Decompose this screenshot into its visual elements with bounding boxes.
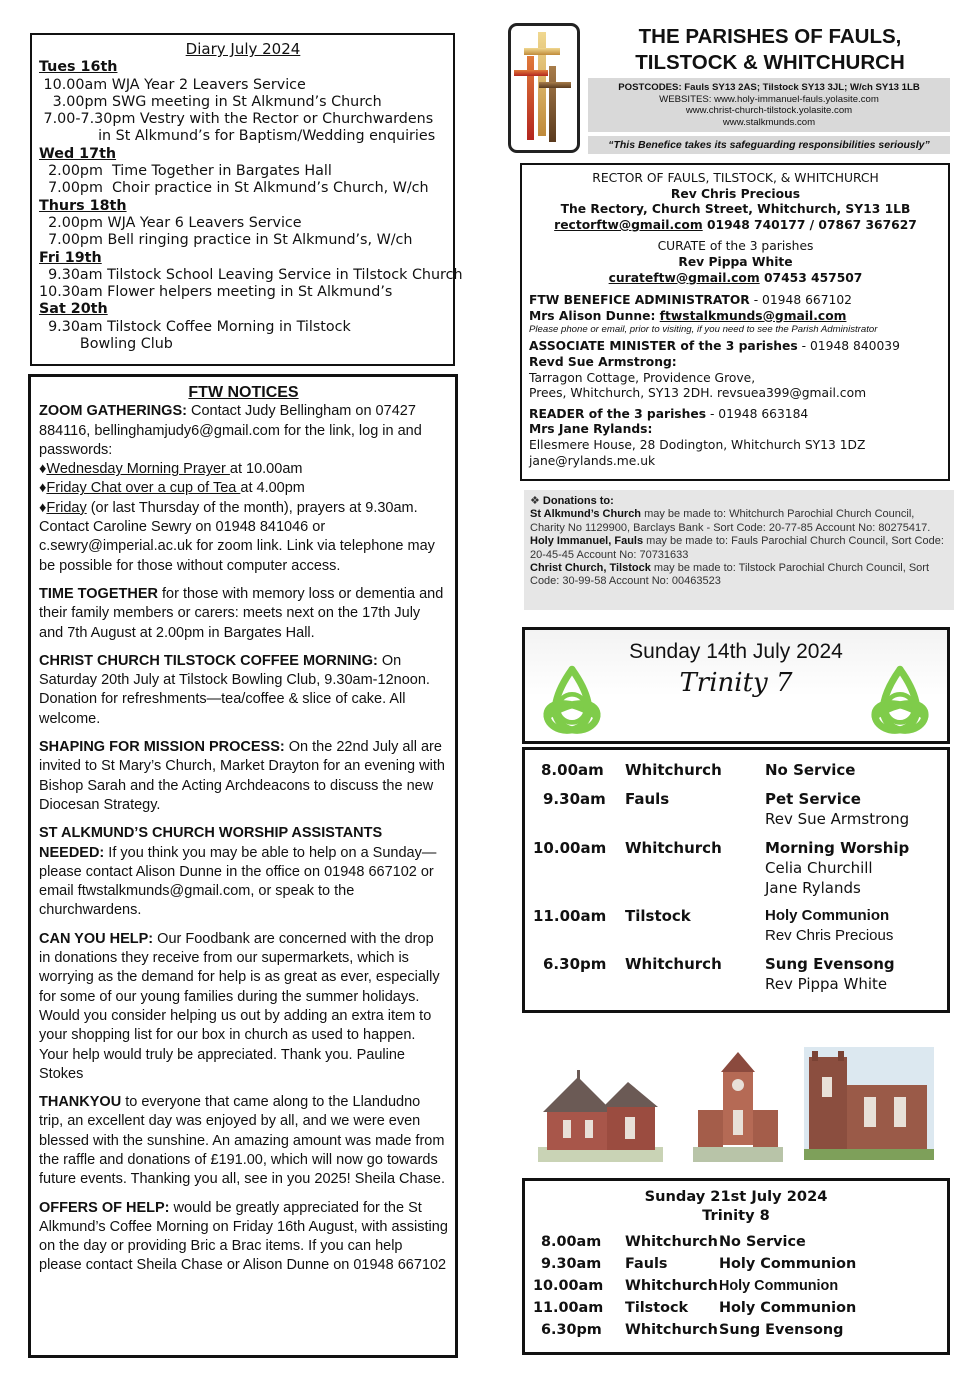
assoc-address: Tarragon Cottage, Providence Grove, — [529, 370, 756, 385]
service-name: Holy Communion — [765, 907, 890, 924]
service-time: 9.30am — [543, 790, 606, 808]
safeguarding-statement: “This Benefice takes its safeguarding responsibilities seriously” — [588, 136, 950, 154]
service-time: 6.30pm — [543, 955, 607, 973]
title-line: THE PARISHES OF FAULS, — [638, 25, 902, 48]
diary-day — [39, 198, 447, 250]
notice-item — [39, 652, 448, 729]
donations-box — [524, 490, 954, 610]
diary-day-label: Thurs 18th — [39, 197, 127, 214]
zoom-link[interactable]: Friday — [46, 499, 87, 516]
donation-church: Christ Church, Tilstock — [530, 562, 651, 575]
zoom-link[interactable]: Wednesday Morning Prayer — [46, 461, 230, 478]
diary-day — [39, 59, 447, 145]
service-place: Whitchurch — [625, 761, 722, 779]
service-name: No Service — [765, 761, 856, 779]
service-lead: Rev Pippa White — [765, 975, 888, 993]
notice-zoom — [39, 402, 448, 576]
diary-box — [30, 33, 463, 366]
donation-item — [530, 508, 948, 535]
rector-phone: 01948 740177 / 07867 367627 — [702, 217, 917, 232]
rector-name: Rev Chris Precious — [670, 186, 801, 201]
notices-box — [28, 374, 458, 1358]
postcode-box — [588, 78, 950, 132]
admin-title: FTW BENEFICE ADMINISTRATOR — [529, 293, 750, 308]
diary-title: Diary July 2024 — [185, 40, 301, 58]
notices-title: FTW NOTICES — [188, 384, 299, 401]
service-time: 6.30pm — [541, 1322, 602, 1338]
diary-event: 2.00pm WJA Year 6 Leavers Service — [39, 214, 302, 231]
admin-name: Mrs Alison Dunne: — [529, 308, 660, 323]
reader-email[interactable]: jane@rylands.me.uk — [529, 453, 656, 468]
notice-item — [39, 1093, 448, 1189]
websites[interactable]: WEBSITES: www.holy-immanuel-fauls.yolasite.com — [659, 93, 879, 105]
notice-heading: THANKYOU — [39, 1094, 122, 1111]
service-name: Sung Evensong — [765, 955, 895, 973]
service-name: Holy Communion — [719, 1256, 857, 1272]
assoc-address: Prees, Whitchurch, SY13 2DH. revsuea399@gmail.com — [529, 386, 867, 401]
diary-day-label: Sat 20th — [39, 301, 108, 318]
donation-item — [530, 562, 948, 589]
service-place: Fauls — [625, 1256, 668, 1272]
service-lead: Rev Chris Precious — [765, 927, 894, 944]
diary-event: in St Alkmund’s for Baptism/Wedding enquiries — [39, 128, 436, 145]
service-name: Sung Evensong — [719, 1322, 844, 1338]
sunday14-trinity: Trinity 7 — [679, 668, 793, 698]
rector-address: The Rectory, Church Street, Whitchurch, SY13 1LB — [560, 202, 911, 217]
notice-text: Our Foodbank are concerned with the drop in donations they receive from our supermarkets, which is worrying as the demand for help is as great as ever, especially for some of our young families during the summer holidays. Would you consider helping us out by adding an extra item to your shopping list for our box in church as used to happen. Your help would truly be appreciated. Thank you. Pauline Stokes — [39, 930, 440, 1082]
notice-heading: ZOOM GATHERINGS: — [39, 403, 187, 420]
donation-text: may be made to: Whitchurch Parochial Church Council, Charity No 1129900, Barclays Bank - Sort Code: 20-77-85 Account No: 80275417. — [530, 508, 931, 534]
diary-event: 3.00pm SWG meeting in St Alkmund’s Church — [39, 93, 382, 110]
diary-day — [39, 249, 463, 302]
notice-text: to everyone that came along to the Llandudno trip, an excellent day was enjoyed by all, and we were even blessed with the sunshine. An amazing amount was made from the raffle and donations of £191.00, which will now go towards future events. Thanking you all, see in you 2025! Sheila Chase. — [39, 1094, 445, 1188]
notice-text: On Saturday 20th July at Tilstock Bowling Club, 9.30am-12noon. Donation for refreshments—tea/coffee & slice of cake. All welcome. — [39, 652, 430, 727]
notice-text: would be greatly appreciated for the St Alkmund’s Coffee Morning on Friday 16th August, with assisting on the day or providing Bric a Brac items. If you can help please contact Sheila Chase or Alison Dunne on 01948 667102 — [39, 1199, 448, 1274]
reader-phone: - 01948 663184 — [706, 406, 809, 421]
donation-text: may be made to: Tilstock Parochial Church Council, Sort Code: 30-99-58 Account No: 00463523 — [530, 562, 930, 588]
diary-day-label: Tues 16th — [39, 59, 118, 76]
service-place: Whitchurch — [625, 1234, 718, 1250]
notice-text: for those with memory loss or dementia and their family members or carers: meets next on the 17th July and 7th August at 2.00pm in Bargates Hall. — [39, 585, 444, 641]
sunday21-services — [522, 1178, 950, 1355]
reader-name: Mrs Jane Rylands: — [529, 422, 653, 437]
donation-church: St Alkmund’s Church — [530, 508, 642, 521]
bullet-icon: ♦ — [39, 480, 47, 497]
service-name: Holy Communion — [719, 1278, 839, 1294]
service-place: Fauls — [625, 790, 670, 808]
notice-text: If you think you may be able to help on a Sunday—please contact Alison Dunne in the office on 01948 667102 or email ftwstalkmunds@gmail.com, or speak to the churchwardens. — [39, 844, 437, 919]
notice-item — [39, 930, 448, 1084]
curate-phone: 07453 457507 — [759, 270, 863, 285]
rector-email[interactable]: rectorftw@gmail.com — [554, 217, 703, 232]
diary-event: 10.30am Flower helpers meeting in St Alkmund’s — [39, 284, 393, 301]
service-lead: Rev Sue Armstrong — [765, 810, 910, 828]
website-link[interactable]: www.stalkmunds.com — [722, 116, 816, 128]
service-time: 8.00am — [541, 761, 604, 779]
notice-item — [39, 1199, 448, 1276]
sunday21-trinity: Trinity 8 — [702, 1207, 770, 1224]
zoom-item-text: (or last Thursday of the month), prayers at 9.30am. Contact Caroline Sewry on 01948 841046 or c.sewry@imperial.ac.uk for zoom link. Link via telephone may be possible for those without computer access. — [39, 499, 435, 574]
admin-note: Please phone or email, prior to visiting, if you need to see the Parish Administrator — [529, 324, 878, 336]
sunday14-header — [522, 627, 950, 744]
notice-heading: ST ALKMUND’S CHURCH WORSHIP ASSISTANTS NEEDED: — [39, 825, 383, 861]
triquetra-icon — [533, 660, 611, 738]
notice-item — [39, 585, 448, 643]
service-place: Whitchurch — [625, 1278, 718, 1294]
service-time: 9.30am — [541, 1256, 602, 1272]
admin-email[interactable]: ftwstalkmunds@gmail.com — [659, 308, 847, 323]
page-title — [590, 24, 950, 76]
curate-name: Rev Pippa White — [678, 254, 793, 269]
crosses-logo — [508, 23, 580, 153]
diary-day — [39, 146, 447, 198]
diary-event: Bowling Club — [39, 336, 173, 353]
service-lead: Celia Churchill — [765, 859, 873, 877]
sunday14-date: Sunday 14th July 2024 — [629, 640, 843, 663]
title-line: TILSTOCK & WHITCHURCH — [635, 51, 905, 74]
bullet-icon: ♦ — [39, 461, 47, 478]
service-time: 8.00am — [541, 1234, 602, 1250]
service-name: Morning Worship — [765, 839, 910, 857]
admin-phone: - 01948 667102 — [749, 293, 853, 308]
diary-event: 7.00pm Bell ringing practice in St Alkmund’s, W/ch — [39, 232, 413, 249]
service-name: Pet Service — [765, 790, 861, 808]
notice-text: On the 22nd July all are invited to St Mary’s Church, Market Drayton for an evening with Bishop Sarah and the Acting Archdeacons to discuss the new Diocesan Strategy. — [39, 739, 445, 813]
diary-day-label: Fri 19th — [39, 249, 102, 266]
zoom-item-text: at 4.00pm — [240, 480, 305, 497]
sunday14-services — [522, 747, 950, 1013]
service-time: 11.00am — [533, 907, 607, 925]
notice-item — [39, 824, 448, 920]
assoc-name: Revd Sue Armstrong: — [529, 354, 677, 369]
service-name: Holy Communion — [719, 1300, 857, 1316]
crosses-icon — [511, 26, 577, 150]
notice-heading: CAN YOU HELP: — [39, 930, 154, 947]
assoc-title: ASSOCIATE MINISTER of the 3 parishes — [529, 339, 798, 354]
donation-item — [530, 535, 948, 562]
donations-title: Donations to: — [542, 495, 614, 507]
curate-email[interactable]: curateftw@gmail.com — [608, 270, 760, 285]
service-place: Whitchurch — [625, 839, 722, 857]
website-link[interactable]: www.christ-church-tilstock.yolasite.com — [685, 105, 853, 117]
service-lead: Jane Rylands — [765, 879, 861, 897]
notice-heading: TIME TOGETHER — [39, 585, 158, 602]
diary-event: 9.30am Tilstock Coffee Morning in Tilstock — [39, 318, 351, 335]
notice-heading: OFFERS OF HELP: — [39, 1199, 170, 1216]
church-photo-whitchurch — [804, 1047, 934, 1160]
diary-event: 2.00pm Time Together in Bargates Hall — [39, 163, 332, 180]
zoom-item-text: at 10.00am — [229, 461, 303, 478]
diary-event: 10.00am WJA Year 2 Leavers Service — [39, 76, 306, 93]
curate-title: CURATE of the 3 parishes — [657, 239, 814, 254]
church-photo-fauls — [533, 1052, 668, 1162]
diary-day-label: Wed 17th — [39, 145, 117, 162]
sunday21-date: Sunday 21st July 2024 — [644, 1188, 828, 1205]
rector-title: RECTOR OF FAULS, TILSTOCK, & WHITCHURCH — [592, 171, 879, 185]
service-time: 11.00am — [533, 1300, 604, 1316]
diary-event: 7.00-7.30pm Vestry with the Rector or Churchwardens — [39, 111, 434, 128]
diary-event: 7.00pm Choir practice in St Alkmund’s Church, W/ch — [39, 180, 429, 197]
triquetra-icon — [861, 660, 939, 738]
postcodes: POSTCODES: Fauls SY13 2AS; Tilstock SY13 3JL; W/ch SY13 1LB — [618, 82, 920, 93]
diary-event: 9.30am Tilstock School Leaving Service in Tilstock Church — [39, 266, 463, 283]
sparkle-icon: ❖ — [530, 495, 543, 507]
notice-item — [39, 738, 448, 815]
service-place: Whitchurch — [625, 955, 722, 973]
diary-day — [39, 301, 447, 353]
donation-text: may be made to: Fauls Parochial Church Council, Sort Code: 20-45-45 Account No: 70731633 — [530, 535, 944, 561]
service-time: 10.00am — [533, 1278, 604, 1294]
notice-text: Contact Judy Bellingham on 07427 884116, bellinghamjudy6@gmail.com for the link, log in and passwords: — [39, 403, 422, 458]
reader-address: Ellesmere House, 28 Dodington, Whitchurch SY13 1DZ — [529, 437, 866, 452]
notice-heading: CHRIST CHURCH TILSTOCK COFFEE MORNING: — [39, 652, 378, 669]
service-name: No Service — [719, 1234, 806, 1250]
reader-title: READER of the 3 parishes — [529, 406, 707, 421]
notice-heading: SHAPING FOR MISSION PROCESS: — [39, 739, 285, 756]
service-time: 10.00am — [533, 839, 607, 857]
zoom-link[interactable]: Friday Chat over a cup of Tea — [46, 480, 241, 497]
service-place: Whitchurch — [625, 1322, 718, 1338]
contact-box — [520, 163, 950, 481]
assoc-phone: - 01948 840039 — [797, 339, 900, 354]
donation-church: Holy Immanuel, Fauls — [530, 535, 644, 548]
service-place: Tilstock — [625, 907, 691, 925]
church-photo-tilstock — [693, 1050, 783, 1162]
bullet-icon: ♦ — [39, 499, 47, 516]
service-place: Tilstock — [625, 1300, 689, 1316]
